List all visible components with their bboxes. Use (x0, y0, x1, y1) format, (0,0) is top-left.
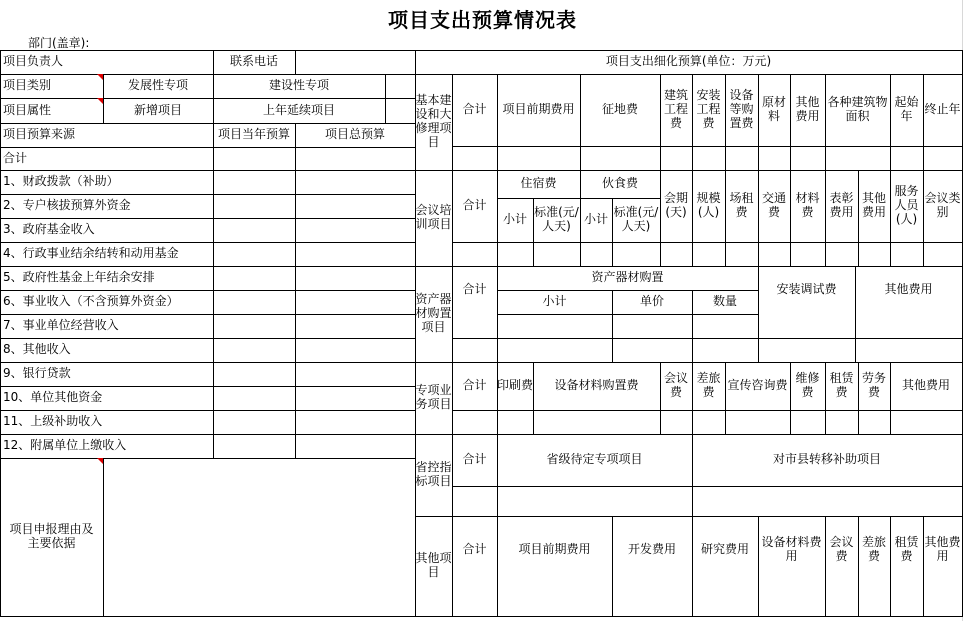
construction-column-header: 合计 (462, 102, 487, 117)
contact-phone-label: 联系电话 (229, 54, 278, 69)
construction-column-header: 项目前期费用 (502, 102, 575, 117)
construction-column-header: 终止年 (924, 102, 961, 117)
construction-column-header: 各种建筑物面积 (827, 95, 888, 123)
funding-source-item: 5、政府性基金上年结余安排 (3, 270, 155, 285)
rule-line (962, 516, 963, 617)
special-column-header: 宣传咨询费 (727, 378, 788, 393)
construction-column-header: 安装工程费 (696, 88, 721, 130)
funding-source-item: 12、附属单位上缴收入 (3, 438, 127, 453)
asset-purchase-header: 资产器材购置 (591, 270, 664, 285)
rule-line (452, 486, 963, 487)
city-transfer-header: 对市县转移补助项目 (772, 452, 881, 467)
meal-subtotal-header: 小计 (583, 212, 608, 227)
rule-line (0, 616, 416, 617)
install-debug-header: 安装调试费 (776, 282, 837, 297)
quantity-header: 数量 (712, 294, 737, 309)
other-column-header: 其他费用 (924, 535, 961, 563)
project-category-label: 项目类别 (3, 78, 52, 93)
special-column-header: 租赁费 (829, 371, 854, 399)
comment-marker (97, 458, 103, 464)
special-column-header: 维修费 (795, 371, 820, 399)
funding-source-item: 9、银行贷款 (3, 366, 71, 381)
asset-other-header: 其他费用 (884, 282, 933, 297)
project-reason-label: 项目申报理由及主要依据 (9, 522, 94, 550)
construction-column-header: 建筑工程费 (663, 88, 688, 130)
other-column-header: 设备材料费用 (761, 535, 822, 563)
construction-column-header: 其他费用 (795, 95, 820, 123)
section-construction-label: 基本建设和大修理项目 (415, 93, 452, 149)
other-column-header: 合计 (462, 542, 487, 557)
material-fee-header: 材料费 (795, 191, 820, 219)
section-other-label: 其他项目 (415, 551, 452, 579)
funding-source-item: 1、财政拨款（补助） (3, 174, 119, 189)
construction-column-header: 设备等购置费 (729, 88, 754, 130)
source-total-label: 合计 (3, 150, 28, 165)
detail-budget-header: 项目支出细化预算(单位：万元) (605, 54, 772, 69)
rule-line (295, 50, 296, 75)
project-attribute-label: 项目属性 (3, 102, 52, 117)
total-budget-label: 项目总预算 (324, 127, 385, 142)
special-column-header: 印刷费 (497, 378, 533, 393)
other-column-header: 会议费 (829, 535, 854, 563)
service-staff-header: 服务人员(人) (894, 184, 919, 226)
comment-marker (97, 74, 103, 80)
development-special-label: 发展性专项 (127, 78, 188, 93)
construction-column-header: 征地费 (601, 102, 638, 117)
current-budget-label: 项目当年预算 (217, 127, 290, 142)
funding-source-item: 10、单位其他资金 (3, 390, 103, 405)
traffic-fee-header: 交通费 (761, 191, 786, 219)
funding-source-item: 2、专户核拔预算外资金 (3, 198, 131, 213)
rule-line (452, 410, 963, 411)
comment-marker (97, 98, 103, 104)
rule-line (213, 123, 214, 459)
page-title: 项目支出预算情况表 (388, 8, 577, 32)
other-column-header: 项目前期费用 (518, 542, 591, 557)
meal-fee-header: 伙食费 (601, 176, 638, 191)
provincial-pending-header: 省级待定专项项目 (546, 452, 643, 467)
funding-source-item: 3、政府基金收入 (3, 222, 95, 237)
lodging-standard-header: 标准(元/人天) (534, 205, 579, 233)
section-provincial-label: 省控指标项目 (415, 460, 452, 488)
other-column-header: 研究费用 (700, 542, 749, 557)
department-label: 部门(盖章): (28, 36, 90, 50)
carryover-project-label: 上年延续项目 (262, 102, 335, 117)
section-meeting-label: 会议培训项目 (415, 203, 452, 231)
other-column-header: 开发费用 (627, 542, 676, 557)
funding-source-item: 11、上级补助收入 (3, 414, 103, 429)
other-column-header: 差旅费 (861, 535, 886, 563)
meeting-other-header: 其他费用 (861, 191, 886, 219)
meeting-total-header: 合计 (462, 198, 487, 213)
section-special-label: 专项业务项目 (415, 383, 452, 411)
meeting-days-header: 会期(天) (663, 191, 688, 219)
section-asset-label: 资产器材购置项目 (415, 292, 452, 334)
other-column-header: 租赁费 (894, 535, 919, 563)
funding-source-item: 4、行政事业结余结转和动用基金 (3, 246, 179, 261)
meeting-scale-header: 规模(人) (696, 191, 721, 219)
rule-line (103, 458, 104, 617)
rule-line (452, 146, 963, 147)
lodging-fee-header: 住宿费 (520, 176, 557, 191)
rule-line (962, 362, 963, 435)
funding-source-item: 8、其他收入 (3, 342, 71, 357)
meeting-type-header: 会议类别 (924, 191, 961, 219)
construction-special-label: 建设性专项 (268, 78, 329, 93)
provincial-total-header: 合计 (462, 452, 487, 467)
funding-source-item: 6、事业收入（不含预算外资金） (3, 294, 179, 309)
unit-price-header: 单价 (639, 294, 664, 309)
new-project-label: 新增项目 (133, 102, 182, 117)
rule-line (452, 242, 963, 243)
funding-source-item: 7、事业单位经营收入 (3, 318, 119, 333)
award-fee-header: 表彰费用 (829, 191, 854, 219)
meal-standard-header: 标准(元/人天) (613, 205, 659, 233)
special-column-header: 其他费用 (901, 378, 950, 393)
rule-line (962, 74, 963, 171)
rule-line (497, 314, 759, 315)
rule-line (295, 123, 296, 459)
special-column-header: 差旅费 (696, 371, 721, 399)
construction-column-header: 原材料 (761, 95, 786, 123)
budget-source-label: 项目预算来源 (3, 127, 76, 142)
asset-total-header: 合计 (462, 282, 487, 297)
rule-line (385, 74, 386, 124)
asset-subtotal-header: 小计 (542, 294, 567, 309)
rule-line (452, 338, 963, 339)
special-column-header: 劳务费 (861, 371, 886, 399)
venue-fee-header: 场租费 (729, 191, 754, 219)
lodging-subtotal-header: 小计 (502, 212, 527, 227)
special-column-header: 会议费 (663, 371, 688, 399)
special-column-header: 合计 (462, 378, 487, 393)
project-owner-label: 项目负责人 (3, 54, 64, 69)
special-column-header: 设备材料购置费 (554, 378, 639, 393)
construction-column-header: 起始年 (894, 95, 919, 123)
